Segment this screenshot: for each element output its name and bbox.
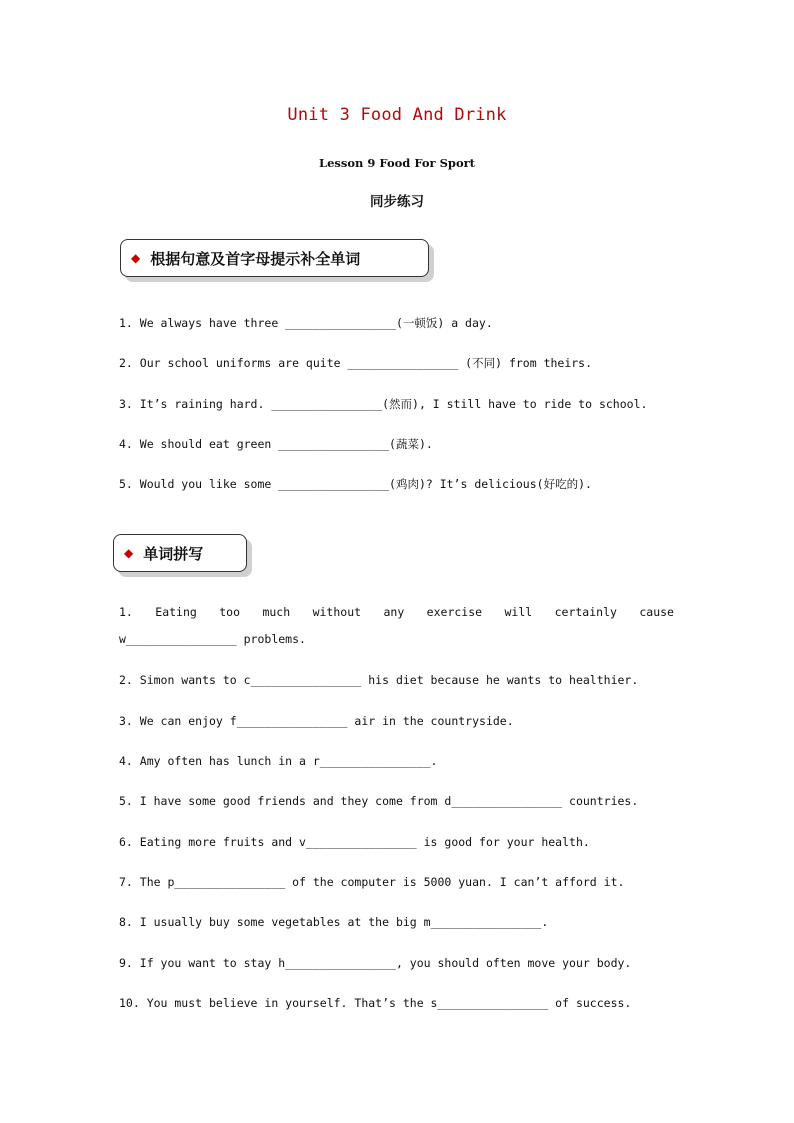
- question-item: [119, 599, 674, 653]
- question-item: 4. We should eat green ________________(蔬菜).: [119, 437, 433, 451]
- question-item: 6. Eating more fruits and v________________ is good for your health.: [119, 835, 590, 849]
- question-item: 2. Simon wants to c________________ his diet because he wants to healthier.: [119, 673, 639, 687]
- word: exercise: [426, 605, 483, 619]
- word: any: [383, 605, 405, 619]
- word: much: [262, 605, 291, 619]
- word: Eating: [155, 605, 197, 619]
- word: will: [504, 605, 533, 619]
- section2-heading: 单词拼写: [143, 544, 204, 563]
- question-item: 3. It’s raining hard. ________________(然而), I still have to ride to school.: [119, 397, 648, 411]
- question-item: 1. We always have three ________________(一顿饭) a day.: [119, 316, 493, 330]
- question-item: 5. Would you like some ________________(鸡肉)? It’s delicious(好吃的).: [119, 477, 592, 491]
- question-item: 5. I have some good friends and they come from d________________ countries.: [119, 794, 639, 808]
- question-line: [119, 599, 674, 626]
- diamond-icon: ◆: [131, 251, 141, 265]
- question-item: 3. We can enjoy f________________ air in the countryside.: [119, 714, 514, 728]
- question-item: 9. If you want to stay h________________, you should often move your body.: [119, 956, 632, 970]
- word: 1.: [119, 605, 133, 619]
- question-item: 7. The p________________ of the computer is 5000 yuan. I can’t afford it.: [119, 875, 625, 889]
- lesson-subtitle: Lesson 9 Food For Sport: [319, 156, 475, 170]
- question-line: w________________ problems.: [119, 632, 306, 646]
- question-item: 8. I usually buy some vegetables at the big m________________.: [119, 915, 549, 929]
- diamond-icon: ◆: [124, 546, 134, 560]
- word: too: [219, 605, 241, 619]
- word: cause: [639, 605, 674, 619]
- word: certainly: [554, 605, 617, 619]
- word: without: [312, 605, 362, 619]
- question-item: 4. Amy often has lunch in a r________________.: [119, 754, 438, 768]
- document-title: Unit 3 Food And Drink: [287, 105, 507, 125]
- question-item: 10. You must believe in yourself. That’s the s________________ of success.: [119, 996, 632, 1010]
- section1-heading-box: [120, 239, 429, 277]
- question-item: 2. Our school uniforms are quite ________________ (不同) from theirs.: [119, 356, 593, 370]
- section1-heading: 根据句意及首字母提示补全单词: [150, 249, 361, 268]
- practice-label: 同步练习: [370, 194, 424, 210]
- section2-heading-box: [113, 534, 247, 572]
